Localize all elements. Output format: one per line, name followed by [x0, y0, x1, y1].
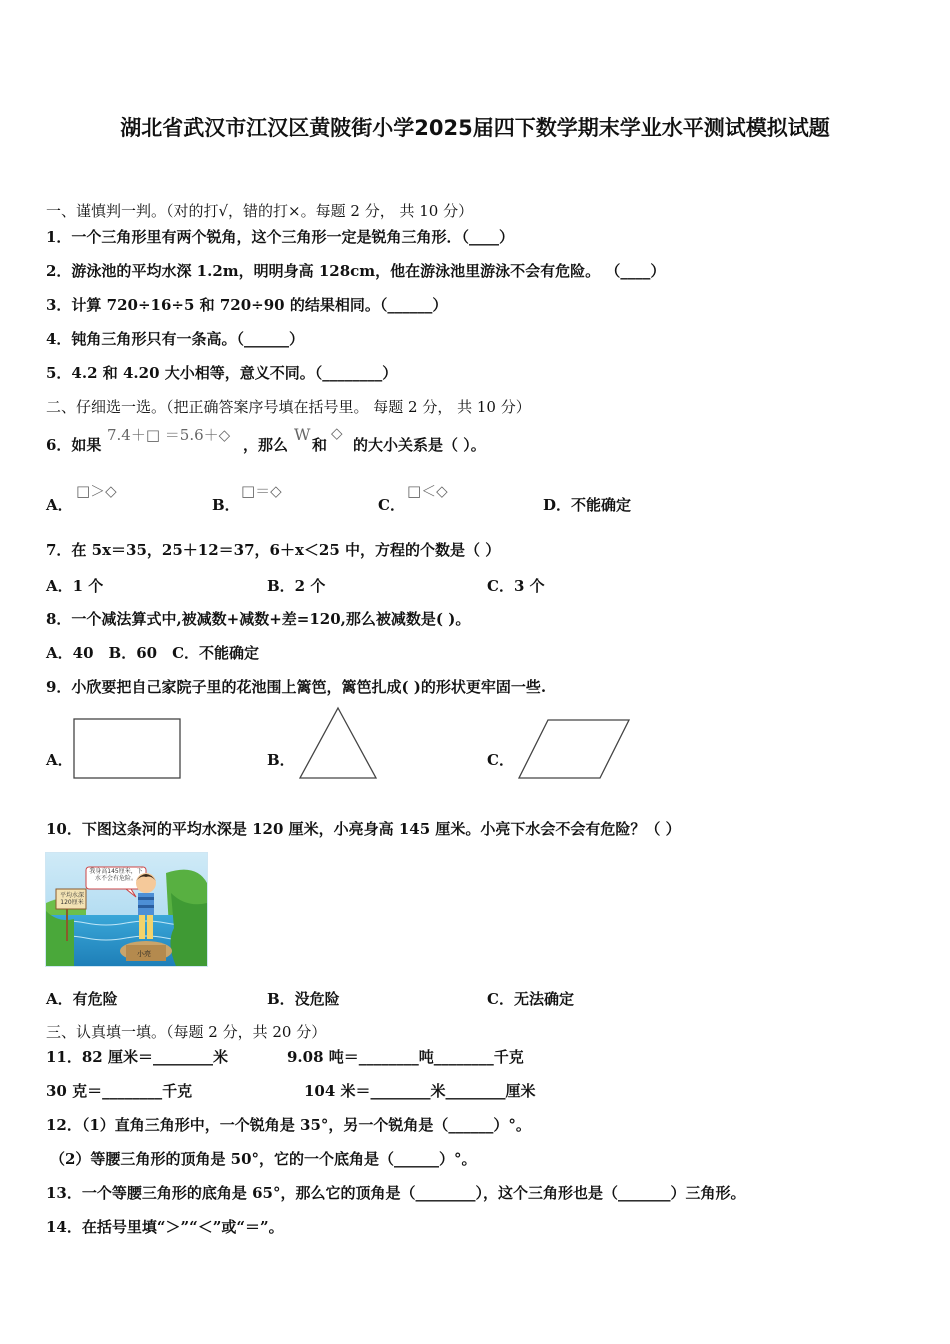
page-title: 湖北省武汉市江汉区黄陂街小学2025届四下数学期末学业水平测试模拟试题: [120, 116, 830, 140]
q6-option-c-label: C．: [378, 496, 405, 514]
q9-option-a-label: A．: [46, 751, 73, 769]
q6-option-b-expr: □＝◇: [241, 482, 282, 500]
speech-bubble: 我身高145厘米，下水不会有危险。: [89, 868, 143, 882]
question-12-a: 12．（1）直角三角形中，一个锐角是 35°，另一个锐角是（______）°。: [46, 1116, 531, 1134]
river-depth-sign: 平均水深 120厘米: [59, 892, 84, 906]
question-9: 9．小欣要把自己家院子里的花池围上篱笆，篱笆扎成( )的形状更牢固一些.: [46, 678, 547, 696]
q6-option-b-label: B．: [212, 496, 240, 514]
question-6-equation: 7.4＋□ ＝5.6＋◇: [107, 426, 231, 444]
q8-options: A．40 B．60 C．不能确定: [46, 644, 260, 662]
question-10: 10．下图这条河的平均水深是 120 厘米，小亮身高 145 厘米。小亮下水会不会有危险？（ ）: [46, 820, 681, 838]
question-11-a: 11．82 厘米＝________米: [46, 1048, 228, 1066]
q7-option-b: B．2 个: [267, 577, 326, 595]
question-1: 1．一个三角形里有两个锐角，这个三角形一定是锐角三角形．（____）: [46, 228, 514, 246]
question-6-prefix: 6．如果: [46, 436, 102, 454]
question-11-c: 30 克＝________千克: [46, 1082, 193, 1100]
q6-option-a-expr: □＞◇: [76, 482, 117, 500]
question-4: 4．钝角三角形只有一条高。（______）: [46, 330, 304, 348]
q10-option-c: C．无法确定: [487, 990, 574, 1008]
question-6-he: 和: [312, 436, 328, 454]
q7-option-a: A．1 个: [46, 577, 104, 595]
q6-option-c-expr: □＜◇: [407, 482, 448, 500]
section-2-heading: 二、仔细选一选。（把正确答案序号填在括号里。 每题 2 分， 共 10 分）: [46, 398, 531, 416]
q10-option-a: A．有危险: [46, 990, 118, 1008]
section-3-heading: 三、认真填一填。（每题 2 分，共 20 分）: [46, 1023, 327, 1041]
question-7: 7．在 5x＝35，25＋12＝37，6＋x＜25 中，方程的个数是（ ）: [46, 541, 501, 559]
question-13: 13．一个等腰三角形的底角是 65°，那么它的顶角是（________），这个三角形也是（_______）三角形。: [46, 1184, 746, 1202]
q9-option-b-label: B．: [267, 751, 295, 769]
section-1-heading: 一、谨慎判一判。（对的打√，错的打×。每题 2 分， 共 10 分）: [46, 202, 474, 220]
question-14: 14．在括号里填“＞”“＜”或“＝”。: [46, 1218, 284, 1236]
question-6-middle: ，那么: [243, 436, 289, 454]
question-2: 2．游泳池的平均水深 1.2m，明明身高 128cm，他在游泳池里游泳不会有危险。 （____）: [46, 262, 666, 280]
diamond-icon: ◇: [331, 424, 343, 442]
question-6-suffix: 的大小关系是（ ）。: [353, 436, 486, 454]
question-11-d: 104 米＝________米________厘米: [304, 1082, 536, 1100]
q7-option-c: C．3 个: [487, 577, 545, 595]
question-5: 5．4.2 和 4.20 大小相等，意义不同。（________）: [46, 364, 398, 382]
name-tag: 小亮: [137, 950, 151, 958]
river-illustration: [45, 852, 208, 967]
q9-option-c-label: C．: [487, 751, 514, 769]
question-8: 8．一个减法算式中,被减数+减数+差=120,那么被减数是( )。: [46, 610, 471, 628]
question-12-b: （2）等腰三角形的顶角是 50°，它的一个底角是（______）°。: [50, 1150, 477, 1168]
question-6-w: W: [294, 425, 311, 444]
q6-option-a-label: A．: [46, 496, 73, 514]
question-3: 3．计算 720÷16÷5 和 720÷90 的结果相同。（______）: [46, 296, 448, 314]
q6-option-d: D．不能确定: [543, 496, 632, 514]
parallelogram-shape: [516, 717, 632, 781]
q10-option-b: B．没危险: [267, 990, 340, 1008]
triangle-shape: [296, 705, 380, 781]
question-11-b: 9.08 吨＝________吨________千克: [287, 1048, 524, 1066]
rectangle-shape: [72, 717, 184, 781]
